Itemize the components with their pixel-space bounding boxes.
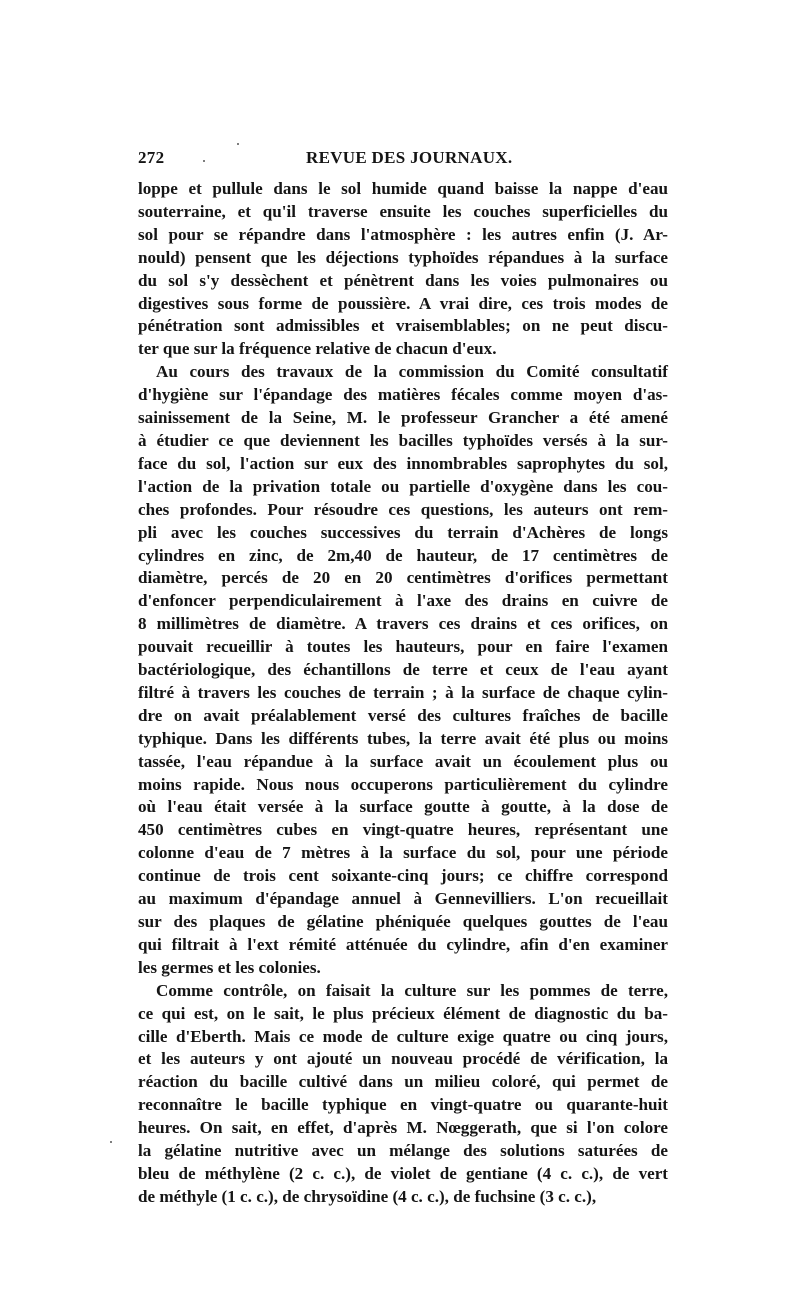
- text-line: cille d'Eberth. Mais ce mode de culture exige quatre ou cinq jours,: [138, 1026, 668, 1046]
- text-line: loppe et pullule dans le sol humide quand baisse la nappe d'eau: [138, 179, 668, 198]
- text-line: bactériologique, des échantillons de terre et ceux de l'eau ayant: [138, 660, 668, 680]
- paragraph: [138, 980, 668, 1209]
- text-line: Au cours des travaux de la commission du Comité consultatif: [156, 362, 668, 382]
- print-speck: [237, 143, 239, 145]
- text-line: l'action de la privation totale ou partielle d'oxygène dans les cou-: [138, 476, 668, 496]
- text-line: filtré à travers les couches de terrain ; à la surface de chaque cylin-: [138, 682, 668, 702]
- text-line: et les auteurs y ont ajouté un nouveau procédé de vérification, la: [138, 1049, 668, 1069]
- text-line: typhique. Dans les différents tubes, la terre avait été plus ou moins: [138, 728, 668, 748]
- text-line: sur des plaques de gélatine phéniquée quelques gouttes de l'eau: [138, 912, 668, 931]
- text-line: d'enfoncer perpendiculairement à l'axe des drains en cuivre de: [138, 591, 668, 611]
- text-line: qui filtrait à l'ext rémité atténuée du cylindre, afin d'en examiner: [138, 934, 668, 954]
- body-text: [138, 178, 668, 1209]
- text-line: dre on avait préalablement versé des cultures fraîches de bacille: [138, 705, 668, 725]
- text-line: ches profondes. Pour résoudre ces questions, les auteurs ont rem-: [138, 499, 668, 519]
- text-line: 450 centimètres cubes en vingt-quatre heures, représentant une: [138, 820, 668, 840]
- text-line: réaction du bacille cultivé dans un milieu coloré, qui permet de: [138, 1072, 668, 1092]
- text-line: de méthyle (1 c. c.), de chrysoïdine (4 c. c.), de fuchsine (3 c. c.),: [138, 1186, 597, 1206]
- print-speck: [110, 1141, 112, 1143]
- print-speck: [203, 160, 205, 162]
- text-line: cylindres en zinc, de 2m,40 de hauteur, de 17 centimètres de: [138, 545, 668, 565]
- text-line: digestives sous forme de poussière. A vrai dire, ces trois modes de: [138, 293, 668, 313]
- text-line: diamètre, percés de 20 en 20 centimètres d'orifices permettant: [138, 568, 668, 588]
- text-line: colonne d'eau de 7 mètres à la surface du sol, pour une période: [138, 843, 668, 863]
- text-line: pli avec les couches successives du terrain d'Achères de longs: [138, 522, 668, 542]
- text-line: bleu de méthylène (2 c. c.), de violet de gentiane (4 c. c.), de vert: [138, 1163, 668, 1183]
- text-line: heures. On sait, en effet, d'après M. Nœggerath, que si l'on colore: [138, 1118, 668, 1138]
- text-line: face du sol, l'action sur eux des innombrables saprophytes du sol,: [138, 453, 668, 473]
- paragraph: [138, 361, 668, 979]
- text-line: pouvait recueillir à toutes les hauteurs, pour en faire l'examen: [138, 637, 668, 657]
- page-header: [138, 148, 668, 178]
- text-line: Comme contrôle, on faisait la culture sur les pommes de terre,: [156, 980, 668, 1000]
- text-line: reconnaître le bacille typhique en vingt-quatre ou quarante-huit: [138, 1095, 668, 1115]
- text-line: du sol s'y dessèchent et pénètrent dans les voies pulmonaires ou: [138, 270, 668, 290]
- text-line: continue de trois cent soixante-cinq jours; ce chiffre correspond: [138, 866, 668, 886]
- journal-page: [138, 148, 668, 1209]
- text-line: au maximum d'épandage annuel à Gennevilliers. L'on recueillait: [138, 889, 668, 909]
- text-line: à étudier ce que deviennent les bacilles typhoïdes versés à la sur-: [138, 430, 668, 450]
- text-line: ce qui est, on le sait, le plus précieux élément de diagnostic du ba-: [138, 1003, 668, 1023]
- text-line: la gélatine nutritive avec un mélange des solutions saturées de: [138, 1141, 668, 1161]
- text-line: souterraine, et qu'il traverse ensuite les couches superficielles du: [138, 201, 668, 221]
- paragraph: [138, 178, 668, 361]
- text-line: sainissement de la Seine, M. le professeur Grancher a été amené: [138, 408, 668, 428]
- text-line: ter que sur la fréquence relative de chacun d'eux.: [138, 339, 497, 359]
- text-line: sol pour se répandre dans l'atmosphère : les autres enfin (J. Ar-: [138, 224, 668, 244]
- text-line: les germes et les colonies.: [138, 957, 321, 977]
- text-line: 8 millimètres de diamètre. A travers ces drains et ces orifices, on: [138, 614, 668, 634]
- page-number: 272: [138, 148, 165, 167]
- text-line: d'hygiène sur l'épandage des matières fécales comme moyen d'as-: [138, 385, 668, 405]
- text-line: moins rapide. Nous nous occuperons particulièrement du cylindre: [138, 774, 668, 794]
- text-line: tassée, l'eau répandue à la surface avait un écoulement plus ou: [138, 751, 668, 771]
- text-line: nould) pensent que les déjections typhoïdes répandues à la surface: [138, 247, 668, 267]
- running-title: REVUE DES JOURNAUX.: [306, 148, 513, 167]
- text-line: où l'eau était versée à la surface goutte à goutte, à la dose de: [138, 797, 668, 817]
- text-line: pénétration sont admissibles et vraisemblables; on ne peut discu-: [138, 316, 668, 336]
